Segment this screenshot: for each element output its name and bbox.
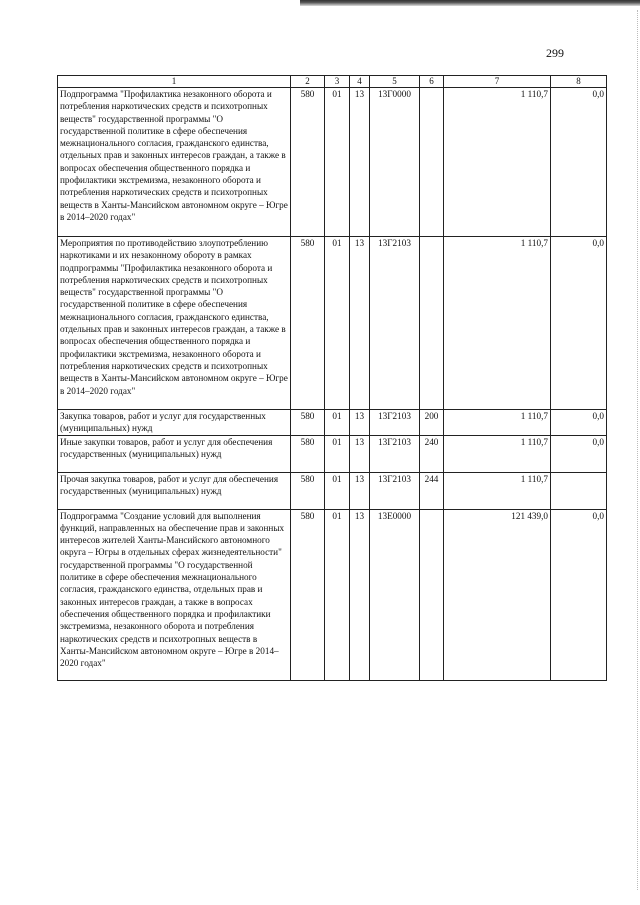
cell-target-article: 13Г2103 [370,435,420,472]
column-header: 3 [325,76,350,88]
cell-amount-federal: 0,0 [551,88,607,237]
column-header: 1 [58,76,291,88]
row-name: Прочая закупка товаров, работ и услуг для обеспечения государственных (муниципальных) нужд [58,472,291,509]
cell-expense-type [420,509,444,680]
cell-ministry: 580 [291,472,325,509]
row-name: Подпрограмма "Создание условий для выполнения функций, направленных на обеспечение прав и законных интересов жителей Ханты-Мансийского автономного округа – Югры в отдельных сферах жизнедеятельности" государственной программы "О государственной политике в сфере обеспечения межнационального согласия, гражданского единства, отдельных прав и законных интересов граждан, а также в вопросах обеспечения общественного порядка и профилактики экстремизма, незаконного оборота и потребления наркотических средств и психотропных веществ в Ханты-Мансийском автономном округе – Югре в 2014–2020 годах" [58,509,291,680]
cell-expense-type: 200 [420,410,444,436]
table-row [58,472,607,509]
column-header: 7 [444,76,551,88]
cell-section: 01 [325,435,350,472]
page-number: 299 [546,46,564,60]
cell-expense-type: 244 [420,472,444,509]
row-name: Закупка товаров, работ и услуг для государственных (муниципальных) нужд [58,410,291,436]
table-row [58,435,607,472]
cell-ministry: 580 [291,509,325,680]
table-row [58,410,607,436]
cell-subsection: 13 [350,435,370,472]
cell-amount: 1 110,7 [444,435,551,472]
scan-right-edge [636,10,638,890]
column-header: 8 [551,76,607,88]
cell-section: 01 [325,237,350,410]
cell-target-article: 13Е0000 [370,509,420,680]
header-row [58,76,607,88]
row-name: Иные закупки товаров, работ и услуг для обеспечения государственных (муниципальных) нужд [58,435,291,472]
cell-target-article: 13Г0000 [370,88,420,237]
cell-amount-federal [551,472,607,509]
cell-ministry: 580 [291,88,325,237]
cell-expense-type [420,237,444,410]
cell-subsection: 13 [350,472,370,509]
cell-subsection: 13 [350,410,370,436]
cell-amount-federal: 0,0 [551,410,607,436]
cell-expense-type: 240 [420,435,444,472]
cell-subsection: 13 [350,509,370,680]
cell-amount: 1 110,7 [444,237,551,410]
cell-target-article: 13Г2103 [370,410,420,436]
row-name: Подпрограмма "Профилактика незаконного оборота и потребления наркотических средств и психотропных веществ" государственной программы "О государственной политике в сфере обеспечения межнационального согласия, гражданского единства, отдельных прав и законных интересов граждан, а также в вопросах обеспечения общественного порядка и профилактики экстремизма, незаконного оборота и потребления наркотических средств и психотропных веществ в Ханты-Мансийском автономном округе – Югре в 2014–2020 годах" [58,88,291,237]
cell-target-article: 13Г2103 [370,472,420,509]
cell-target-article: 13Г2103 [370,237,420,410]
cell-subsection: 13 [350,237,370,410]
budget-table [57,75,607,681]
cell-section: 01 [325,472,350,509]
table-row [58,509,607,680]
scan-top-edge [300,0,640,6]
cell-section: 01 [325,509,350,680]
cell-amount: 1 110,7 [444,88,551,237]
cell-section: 01 [325,410,350,436]
column-header: 6 [420,76,444,88]
cell-expense-type [420,88,444,237]
cell-amount-federal: 0,0 [551,237,607,410]
column-header: 5 [370,76,420,88]
cell-amount: 1 110,7 [444,410,551,436]
cell-amount: 121 439,0 [444,509,551,680]
cell-amount-federal: 0,0 [551,509,607,680]
row-name: Мероприятия по противодействию злоупотреблению наркотиками и их незаконному обороту в рамках подпрограммы "Профилактика незаконного оборота и потребления наркотических средств и психотропных веществ" государственной программы "О государственной политике в сфере обеспечения межнационального согласия, гражданского единства, отдельных прав и законных интересов граждан, а также в вопросах обеспечения общественного порядка и профилактики экстремизма, незаконного оборота и потребления наркотических средств и психотропных веществ в Ханты-Мансийском автономном округе – Югре в 2014–2020 годах" [58,237,291,410]
cell-amount: 1 110,7 [444,472,551,509]
cell-section: 01 [325,88,350,237]
cell-subsection: 13 [350,88,370,237]
column-header: 4 [350,76,370,88]
table-row [58,237,607,410]
cell-ministry: 580 [291,435,325,472]
cell-amount-federal: 0,0 [551,435,607,472]
cell-ministry: 580 [291,237,325,410]
table-row [58,88,607,237]
column-header: 2 [291,76,325,88]
cell-ministry: 580 [291,410,325,436]
